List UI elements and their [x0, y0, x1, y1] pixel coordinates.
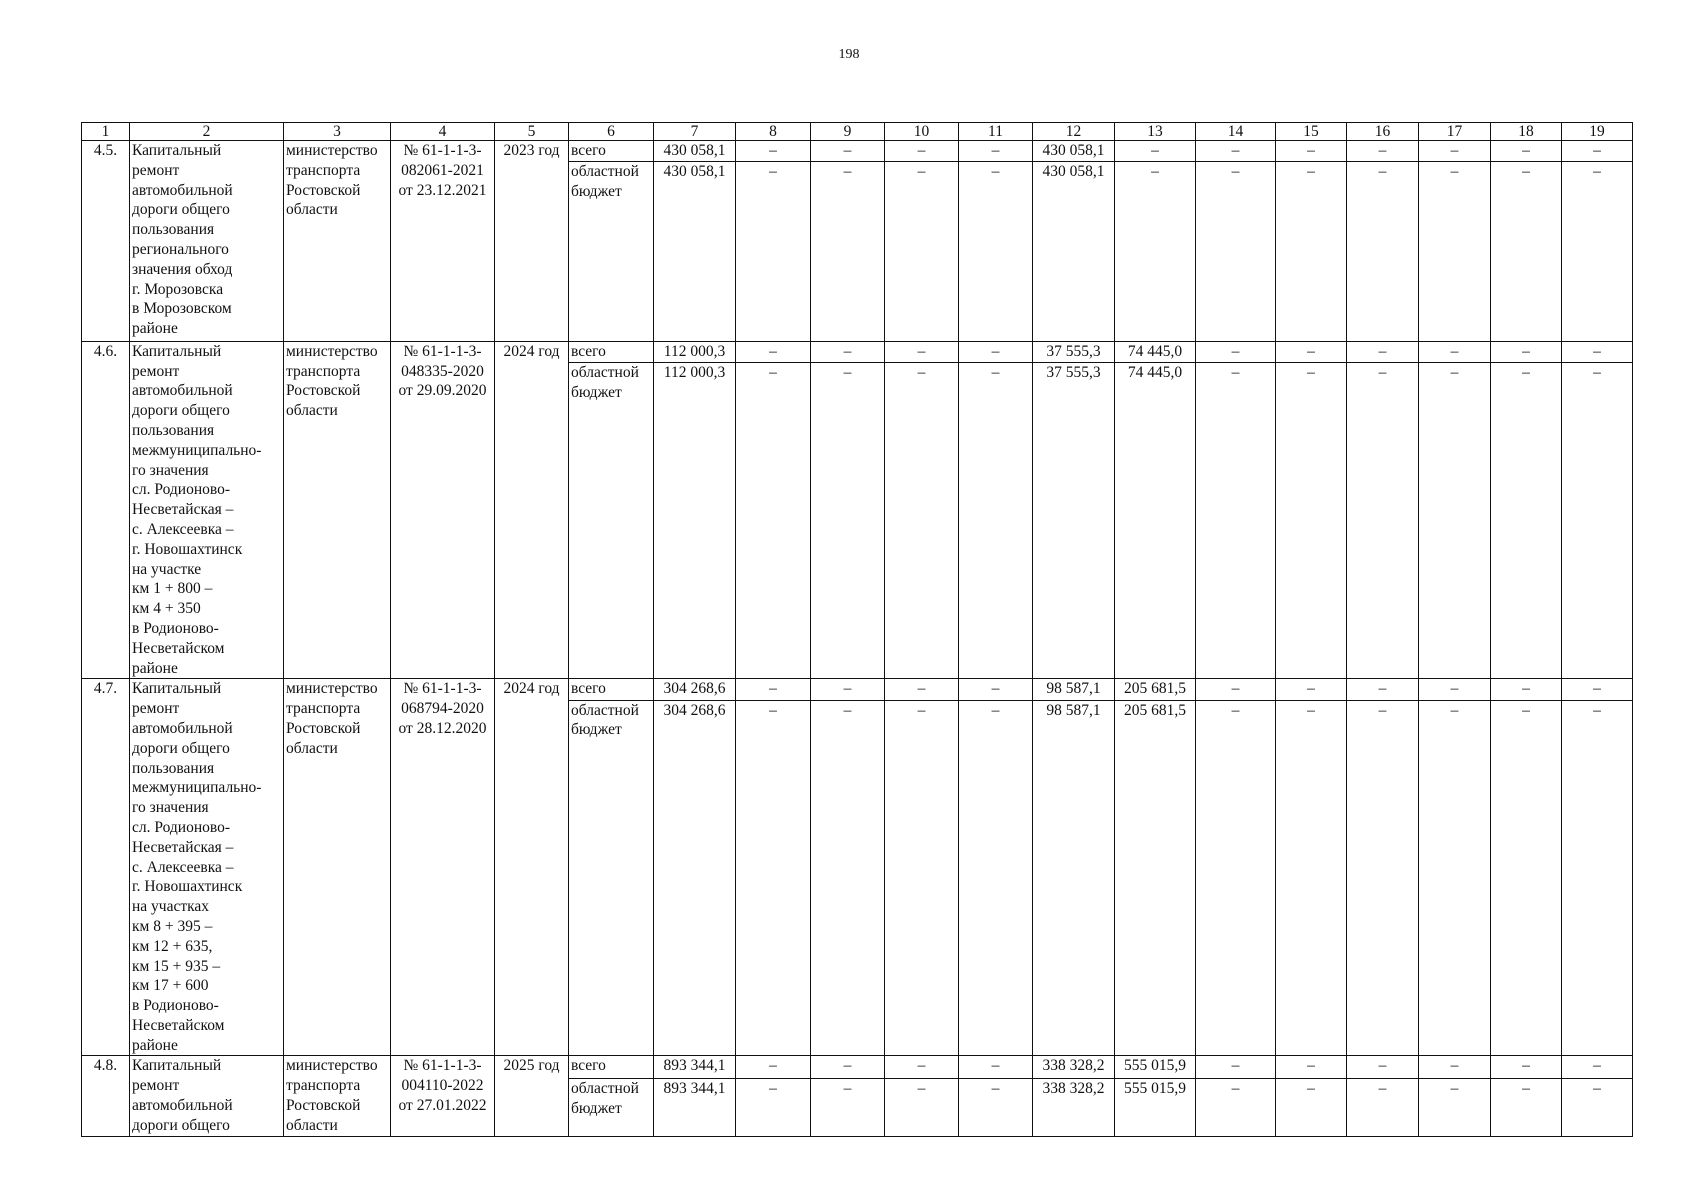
value-cell: – — [1419, 679, 1491, 700]
column-number-header: 7 — [654, 123, 736, 141]
value-cell: – — [1115, 141, 1196, 162]
value-cell: – — [885, 700, 959, 1056]
year: 2023 год — [495, 141, 569, 342]
column-number-header: 5 — [495, 123, 569, 141]
row-number: 4.5. — [82, 141, 130, 342]
value-cell: 338 328,2 — [1033, 1079, 1115, 1137]
value-cell: – — [1419, 161, 1491, 341]
value-cell: 555 015,9 — [1115, 1079, 1196, 1137]
value-cell: – — [811, 141, 885, 162]
value-cell: 304 268,6 — [654, 679, 736, 700]
value-cell: 112 000,3 — [654, 341, 736, 362]
column-number-header: 4 — [391, 123, 495, 141]
value-cell: – — [1276, 341, 1347, 362]
object-name: Капитальный ремонт автомобильной дороги общего пользования межмуниципально- го значения сл. Родионово- Несветайская – с. Алексеевка – г. Новошахтинск на участке км 1 + 800 – км 4 + 350 в Родионово- Несветайском районе — [130, 341, 284, 679]
value-cell: – — [811, 341, 885, 362]
value-cell: – — [1347, 161, 1419, 341]
value-cell: – — [1347, 363, 1419, 679]
value-cell: – — [1562, 161, 1633, 341]
value-cell: – — [959, 341, 1033, 362]
value-cell: – — [959, 161, 1033, 341]
funding-source: всего — [569, 141, 654, 162]
value-cell: – — [885, 363, 959, 679]
year: 2025 год — [495, 1056, 569, 1136]
value-cell: 555 015,9 — [1115, 1056, 1196, 1079]
value-cell: – — [1562, 363, 1633, 679]
column-number-header: 16 — [1347, 123, 1419, 141]
value-cell: – — [1491, 161, 1562, 341]
value-cell: – — [1562, 700, 1633, 1056]
table-row — [82, 679, 1633, 700]
value-cell: – — [959, 700, 1033, 1056]
column-number-header: 17 — [1419, 123, 1491, 141]
value-cell: 37 555,3 — [1033, 363, 1115, 679]
row-number: 4.8. — [82, 1056, 130, 1136]
value-cell: 74 445,0 — [1115, 341, 1196, 362]
value-cell: 112 000,3 — [654, 363, 736, 679]
row-number: 4.7. — [82, 679, 130, 1056]
value-cell: – — [1491, 679, 1562, 700]
value-cell: – — [811, 700, 885, 1056]
value-cell: – — [1562, 1056, 1633, 1079]
value-cell: – — [1491, 700, 1562, 1056]
value-cell: – — [811, 1056, 885, 1079]
value-cell: – — [811, 679, 885, 700]
value-cell: – — [1562, 341, 1633, 362]
document-number: № 61-1-1-3- 082061-2021 от 23.12.2021 — [391, 141, 495, 342]
value-cell: 430 058,1 — [654, 141, 736, 162]
value-cell: – — [1347, 1056, 1419, 1079]
value-cell: – — [1196, 1056, 1276, 1079]
value-cell: – — [885, 341, 959, 362]
funding-source: областной бюджет — [569, 1079, 654, 1137]
value-cell: 430 058,1 — [1033, 161, 1115, 341]
value-cell: – — [885, 1079, 959, 1137]
funding-source: областной бюджет — [569, 161, 654, 341]
column-number-header: 14 — [1196, 123, 1276, 141]
value-cell: 98 587,1 — [1033, 679, 1115, 700]
value-cell: – — [1562, 1079, 1633, 1137]
value-cell: – — [811, 1079, 885, 1137]
value-cell: – — [1491, 363, 1562, 679]
column-number-header: 6 — [569, 123, 654, 141]
document-number: № 61-1-1-3- 068794-2020 от 28.12.2020 — [391, 679, 495, 1056]
funding-source: всего — [569, 679, 654, 700]
column-number-header: 2 — [130, 123, 284, 141]
year: 2024 год — [495, 679, 569, 1056]
value-cell: 430 058,1 — [654, 161, 736, 341]
value-cell: – — [1196, 161, 1276, 341]
value-cell: – — [811, 363, 885, 679]
value-cell: – — [1419, 1056, 1491, 1079]
value-cell: – — [811, 161, 885, 341]
value-cell: – — [1347, 141, 1419, 162]
object-name: Капитальный ремонт автомобильной дороги общего пользования регионального значения обход г. Морозовска в Морозовском районе — [130, 141, 284, 342]
executor: министерство транспорта Ростовской области — [284, 341, 391, 679]
value-cell: 304 268,6 — [654, 700, 736, 1056]
value-cell: – — [1562, 141, 1633, 162]
value-cell: – — [1196, 700, 1276, 1056]
value-cell: – — [885, 1056, 959, 1079]
value-cell: – — [1419, 341, 1491, 362]
column-number-header: 10 — [885, 123, 959, 141]
value-cell: – — [1276, 363, 1347, 679]
value-cell: – — [736, 363, 811, 679]
executor: министерство транспорта Ростовской области — [284, 1056, 391, 1136]
value-cell: – — [736, 161, 811, 341]
value-cell: – — [1115, 161, 1196, 341]
column-number-header: 19 — [1562, 123, 1633, 141]
value-cell: 205 681,5 — [1115, 679, 1196, 700]
value-cell: – — [1196, 679, 1276, 700]
value-cell: – — [885, 141, 959, 162]
value-cell: – — [736, 141, 811, 162]
value-cell: 893 344,1 — [654, 1079, 736, 1137]
value-cell: – — [885, 161, 959, 341]
value-cell: – — [1196, 1079, 1276, 1137]
value-cell: – — [736, 341, 811, 362]
value-cell: – — [1196, 363, 1276, 679]
executor: министерство транспорта Ростовской области — [284, 679, 391, 1056]
value-cell: – — [1347, 1079, 1419, 1137]
column-number-header: 13 — [1115, 123, 1196, 141]
executor: министерство транспорта Ростовской области — [284, 141, 391, 342]
value-cell: – — [1491, 141, 1562, 162]
table-row — [82, 1056, 1633, 1079]
value-cell: – — [1491, 341, 1562, 362]
budget-table — [81, 122, 1633, 1137]
value-cell: – — [1196, 341, 1276, 362]
column-number-header: 18 — [1491, 123, 1562, 141]
year: 2024 год — [495, 341, 569, 679]
funding-source: областной бюджет — [569, 700, 654, 1056]
column-number-header: 12 — [1033, 123, 1115, 141]
value-cell: 37 555,3 — [1033, 341, 1115, 362]
value-cell: – — [959, 679, 1033, 700]
column-number-row — [82, 123, 1633, 141]
value-cell: – — [1491, 1056, 1562, 1079]
value-cell: – — [736, 700, 811, 1056]
value-cell: 893 344,1 — [654, 1056, 736, 1079]
value-cell: – — [1419, 363, 1491, 679]
value-cell: – — [1276, 161, 1347, 341]
value-cell: 205 681,5 — [1115, 700, 1196, 1056]
value-cell: – — [1276, 679, 1347, 700]
value-cell: – — [1276, 1079, 1347, 1137]
value-cell: – — [959, 141, 1033, 162]
value-cell: – — [1419, 141, 1491, 162]
value-cell: – — [1347, 341, 1419, 362]
column-number-header: 9 — [811, 123, 885, 141]
value-cell: – — [736, 1079, 811, 1137]
column-number-header: 1 — [82, 123, 130, 141]
object-name: Капитальный ремонт автомобильной дороги общего пользования межмуниципально- го значения сл. Родионово- Несветайская – с. Алексеевка – г. Новошахтинск на участках км 8 + 395 – км 12 + 635, км 15 + 935 – км 17 + 600 в Родионово- Несветайском районе — [130, 679, 284, 1056]
document-number: № 61-1-1-3- 048335-2020 от 29.09.2020 — [391, 341, 495, 679]
value-cell: 430 058,1 — [1033, 141, 1115, 162]
value-cell: 98 587,1 — [1033, 700, 1115, 1056]
value-cell: 74 445,0 — [1115, 363, 1196, 679]
value-cell: – — [1347, 679, 1419, 700]
value-cell: – — [1419, 700, 1491, 1056]
value-cell: – — [736, 1056, 811, 1079]
value-cell: – — [885, 679, 959, 700]
value-cell: – — [1491, 1079, 1562, 1137]
column-number-header: 3 — [284, 123, 391, 141]
column-number-header: 11 — [959, 123, 1033, 141]
table-row — [82, 341, 1633, 362]
funding-source: всего — [569, 1056, 654, 1079]
value-cell: – — [1276, 1056, 1347, 1079]
value-cell: – — [959, 1056, 1033, 1079]
document-number: № 61-1-1-3- 004110-2022 от 27.01.2022 — [391, 1056, 495, 1136]
value-cell: – — [1276, 141, 1347, 162]
value-cell: – — [1419, 1079, 1491, 1137]
funding-source: всего — [569, 341, 654, 362]
column-number-header: 8 — [736, 123, 811, 141]
row-number: 4.6. — [82, 341, 130, 679]
value-cell: – — [1196, 141, 1276, 162]
column-number-header: 15 — [1276, 123, 1347, 141]
page-number: 198 — [838, 47, 860, 62]
object-name: Капитальный ремонт автомобильной дороги общего — [130, 1056, 284, 1136]
value-cell: – — [1562, 679, 1633, 700]
funding-source: областной бюджет — [569, 363, 654, 679]
value-cell: – — [1347, 700, 1419, 1056]
table-row — [82, 141, 1633, 162]
value-cell: – — [1276, 700, 1347, 1056]
value-cell: – — [959, 1079, 1033, 1137]
value-cell: – — [959, 363, 1033, 679]
value-cell: 338 328,2 — [1033, 1056, 1115, 1079]
value-cell: – — [736, 679, 811, 700]
